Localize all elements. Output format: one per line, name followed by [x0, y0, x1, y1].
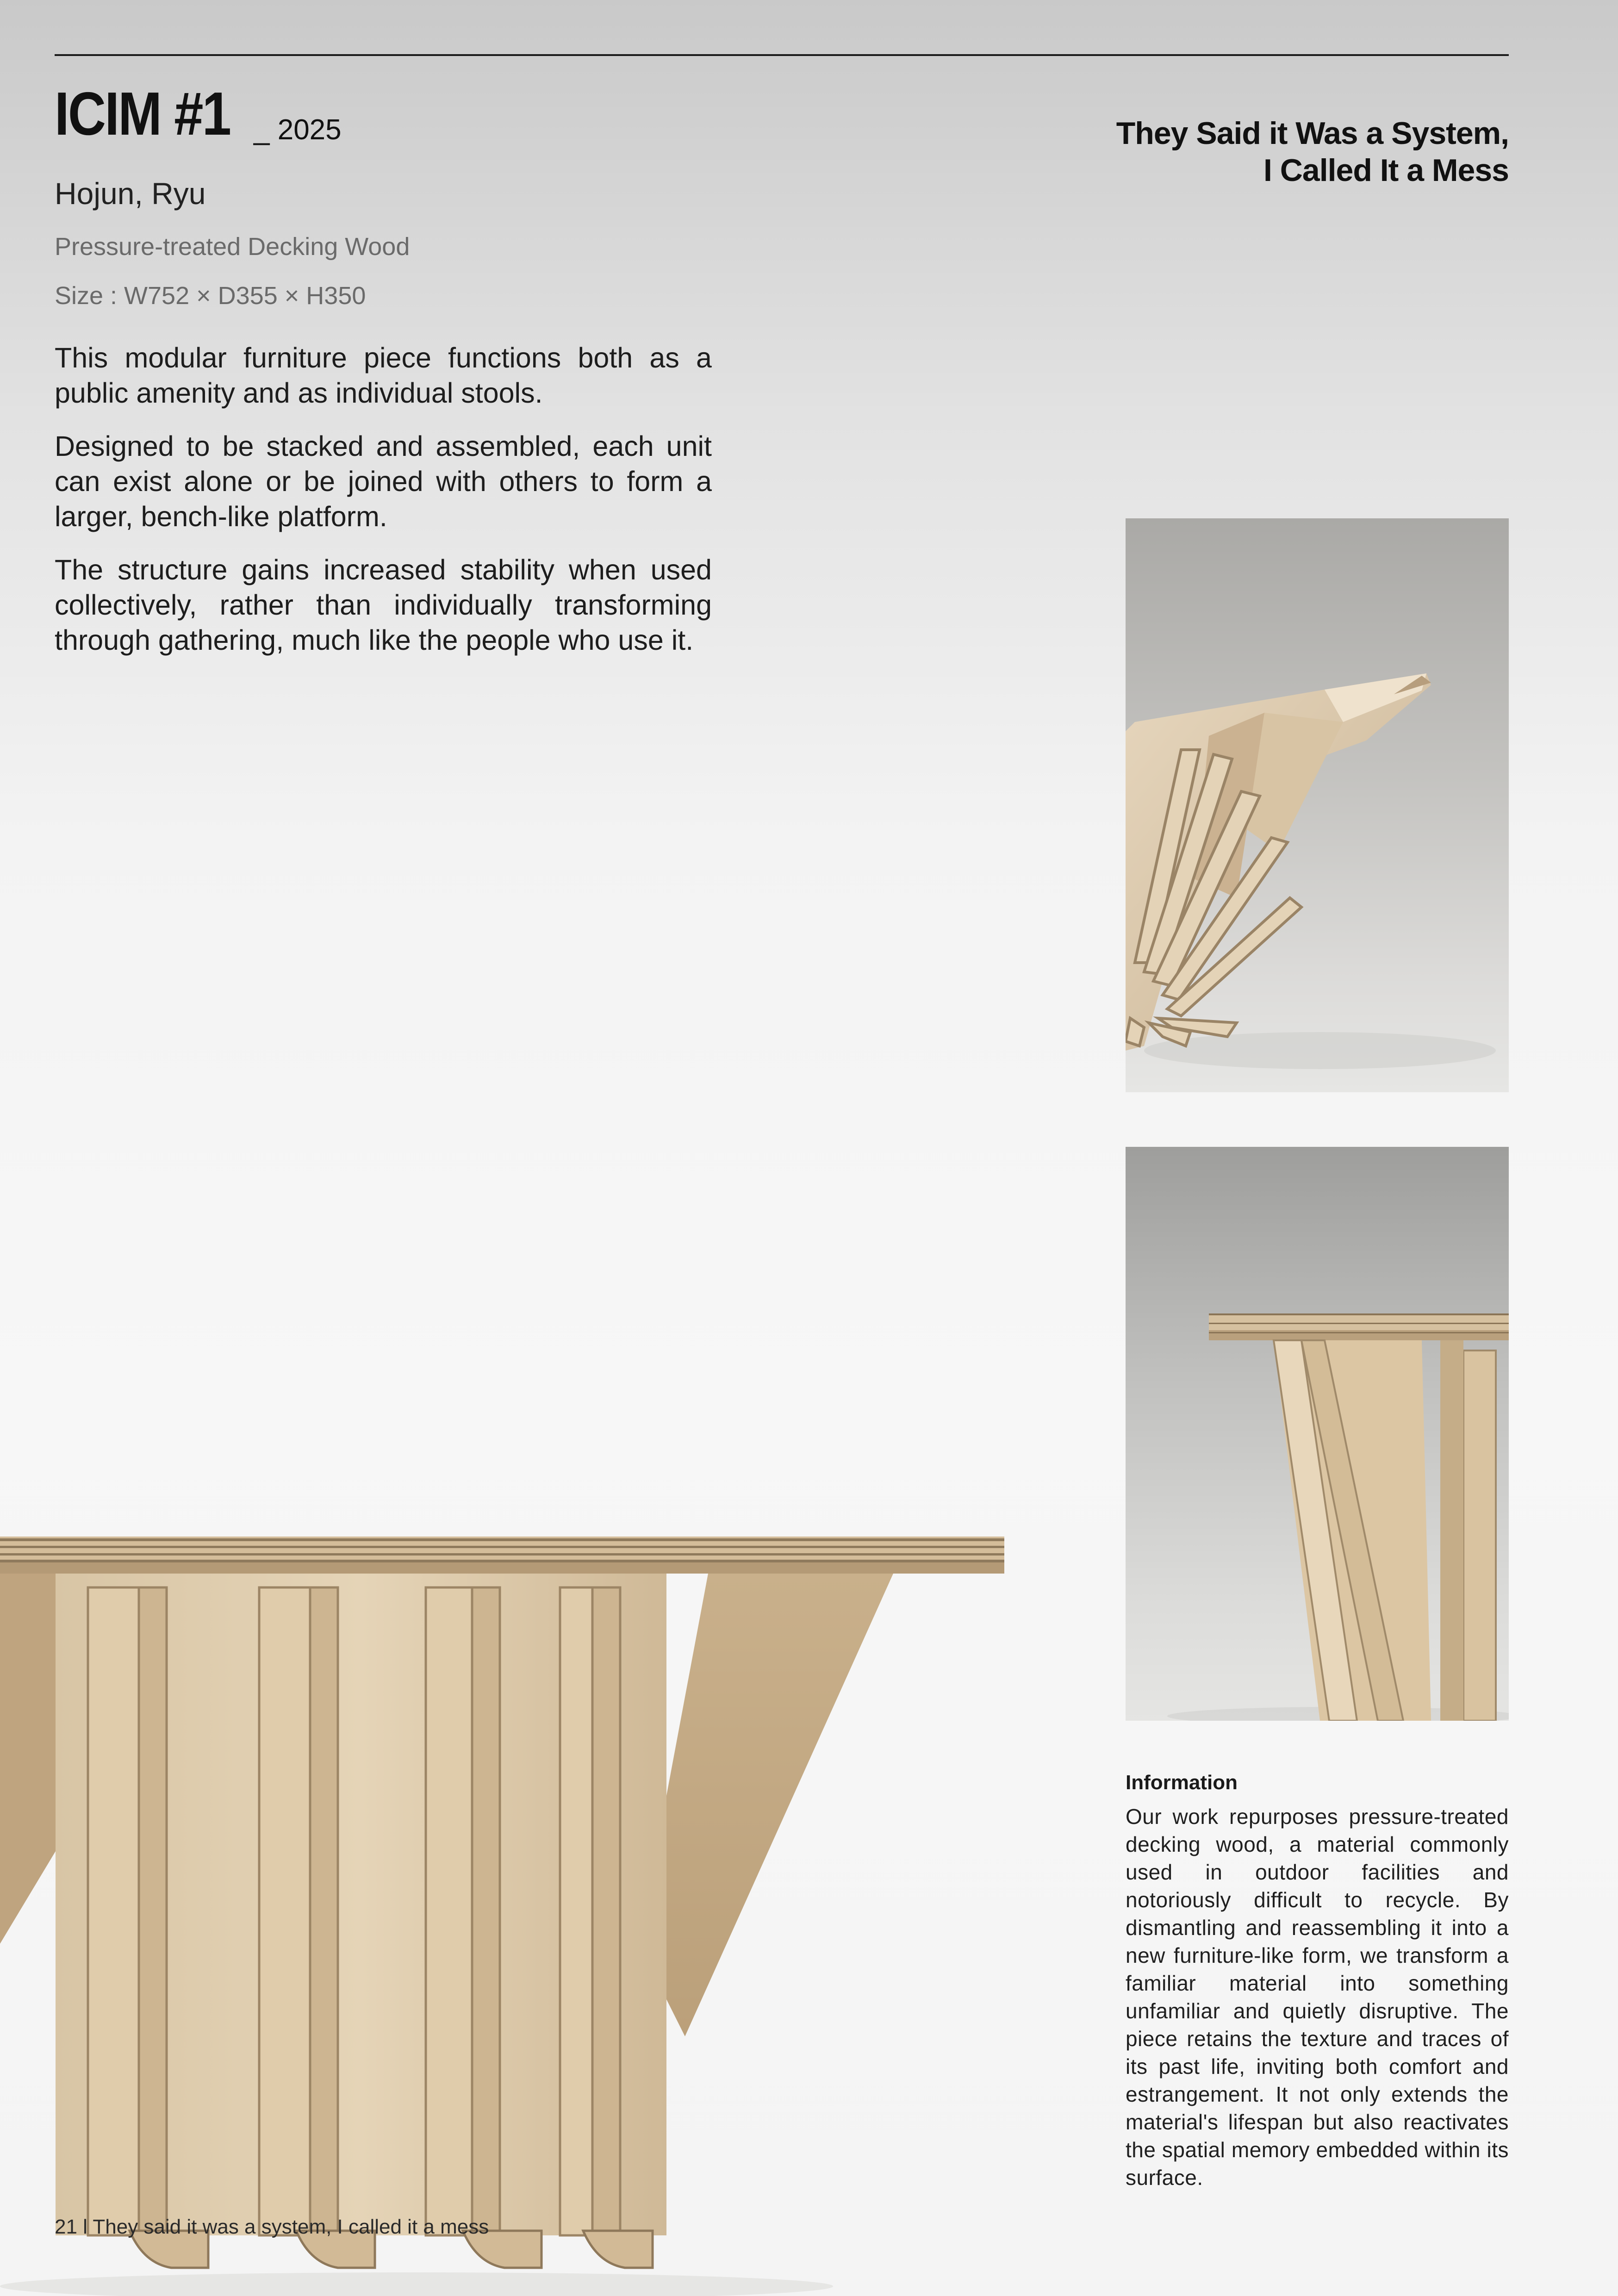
description-paragraph: This modular furniture piece functions both as a public amenity and as individual stools. [55, 342, 712, 409]
description-paragraph: Designed to be stacked and assembled, each unit can exist alone or be joined with others to form a larger, bench-like platform. [55, 430, 712, 532]
author-name: Hojun, Ryu [55, 176, 206, 211]
description-paragraph: The structure gains increased stability when used collectively, rather than individually transforming through gathering, much like the people who use it. [55, 554, 712, 656]
size-label: Size : W752 × D355 × H350 [55, 282, 366, 310]
information-heading: Information [1126, 1771, 1238, 1794]
tagline-line-1: They Said it Was a System, [1116, 116, 1509, 151]
stool-side-photo [1126, 1147, 1509, 1721]
top-rule [55, 54, 1509, 56]
material-label: Pressure-treated Decking Wood [55, 233, 410, 261]
tagline [1116, 115, 1509, 189]
stool-underside-photo [1126, 518, 1509, 1092]
page-footer: 21 l They said it was a system, I called it a mess [55, 2215, 489, 2238]
tagline-line-2: I Called It a Mess [1263, 153, 1509, 188]
description [55, 340, 712, 676]
year-label: _ 2025 [254, 114, 342, 146]
main-stool-photo [0, 1527, 1009, 2296]
information-body: Our work repurposes pressure-treated decking wood, a material commonly used in outdoor facilities and notoriously difficult to recycle. By dismantling and reassembling it into a new furniture-like form, we transform a familiar material into something unfamiliar and quietly disruptive. The piece retains the texture and traces of its past life, inviting both comfort and estrangement. It not only extends the material's lifespan but also reactivates the spatial memory embedded within its surface. [1126, 1804, 1509, 2190]
page-title: ICIM #1 [55, 80, 230, 148]
